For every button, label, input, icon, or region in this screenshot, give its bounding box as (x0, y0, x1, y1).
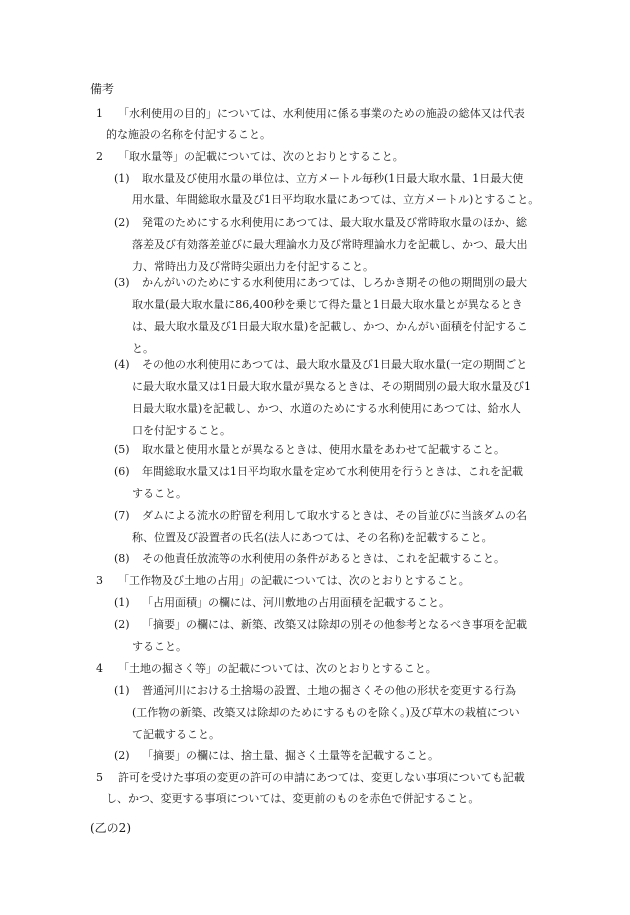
sub-item-line: (工作物の新築、改築又は除却のためにするものを除く。)及び草木の栽植につい (132, 706, 520, 719)
note-item-2-sub-6 (114, 461, 523, 505)
sub-item-line: て記載すること。 (132, 728, 220, 741)
note-item-4 (96, 658, 437, 679)
item-number: 1 (96, 107, 103, 120)
sub-item-line: すること。 (132, 487, 187, 500)
sub-item-line: 称、位置及び設置者の氏名(法人にあつては、その名称)を記載すること。 (132, 531, 493, 544)
sub-item-line: 日最大取水量)を記載し、かつ、水道のためにする水利使用にあつては、給水人 (132, 402, 521, 415)
sub-item-number: (1) (114, 684, 130, 697)
sub-item-line: 力、常時出力及び常時尖頭出力を付記すること。 (132, 260, 374, 273)
sub-item-line: 取水量(最大取水量に86,400秒を乗じて得た量と1日最大取水量とが異なるとき (132, 298, 523, 311)
item-number: 2 (96, 150, 103, 163)
sub-item-number: (2) (114, 618, 130, 631)
item-line: 「水利使用の目的」については、水利使用に係る事業のための施設の総体又は代表 (118, 107, 525, 120)
item-line: 許可を受けた事項の変更の許可の申請にあつては、変更しない事項についても記載 (118, 771, 525, 784)
sub-item-line: 取水量及び使用水量の単位は、立方メートル毎秒(1日最大取水量、1日最大使 (142, 172, 524, 185)
item-line: 「取水量等」の記載については、次のとおりとすること。 (118, 150, 404, 163)
sub-item-number: (8) (114, 552, 130, 565)
sub-item-line: 用水量、年間総取水量及び1日平均取水量にあつては、立方メートル)とすること。 (132, 193, 540, 206)
note-item-3 (96, 570, 470, 591)
sub-item-number: (5) (114, 443, 130, 456)
note-item-2 (96, 146, 404, 167)
sub-item-line: 「摘要」の欄には、新築、改築又は除却の別その他参考となるべき事項を記載 (142, 618, 527, 631)
note-item-3-sub-2 (114, 614, 527, 658)
form-section-label: (乙の2) (90, 821, 131, 835)
sub-item-line: に最大取水量又は1日最大取水量が異なるときは、その期間別の最大取水量及び1 (132, 380, 531, 393)
sub-item-line: と。 (132, 342, 154, 355)
sub-item-number: (1) (114, 172, 130, 185)
sub-item-line: ダムによる流水の貯留を利用して取水するときは、その旨並びに当該ダムの名 (142, 509, 527, 522)
sub-item-number: (6) (114, 465, 130, 478)
sub-item-line: 口を付記すること。 (132, 424, 231, 437)
note-item-2-sub-4 (114, 354, 531, 442)
sub-item-number: (2) (114, 216, 130, 229)
note-item-4-sub-2 (114, 745, 439, 766)
item-number: 3 (96, 574, 103, 587)
note-item-2-sub-3 (114, 272, 528, 360)
note-item-5 (96, 767, 525, 809)
note-item-2-sub-7 (114, 505, 527, 549)
sub-item-number: (1) (114, 596, 130, 609)
sub-item-line: 普通河川における土捨場の設置、土地の掘さくその他の形状を変更する行為 (142, 684, 516, 697)
sub-item-number: (2) (114, 749, 130, 762)
sub-item-line: かんがいのためにする水利使用にあつては、しろかき期その他の期間別の最大 (142, 276, 527, 289)
note-item-1 (96, 103, 526, 145)
note-item-4-sub-1 (114, 680, 520, 746)
item-line: 的な施設の名称を付記すること。 (106, 128, 271, 141)
note-item-3-sub-1 (114, 592, 450, 613)
sub-item-line: 「摘要」の欄には、捨土量、掘さく土量等を記載すること。 (142, 749, 439, 762)
item-number: 5 (96, 771, 103, 784)
sub-item-line: 落差及び有効落差並びに最大理論水力及び常時理論水力を記載し、かつ、最大出 (132, 238, 528, 251)
sub-item-number: (4) (114, 358, 130, 371)
sub-item-line: すること。 (132, 640, 187, 653)
sub-item-line: 発電のためにする水利使用にあつては、最大取水量及び常時取水量のほか、総 (142, 216, 527, 229)
item-line: 「土地の掘さく等」の記載については、次のとおりとすること。 (118, 662, 437, 675)
item-line: し、かつ、変更する事項については、変更前のものを赤色で併記すること。 (106, 792, 480, 805)
item-number: 4 (96, 662, 103, 675)
sub-item-line: その他の水利使用にあつては、最大取水量及び1日最大取水量(一定の期間ごと (142, 358, 528, 371)
note-item-2-sub-8 (114, 548, 505, 569)
note-item-2-sub-2 (114, 212, 528, 278)
note-item-2-sub-5 (114, 439, 505, 460)
item-line: 「工作物及び土地の占用」の記載については、次のとおりとすること。 (118, 574, 470, 587)
sub-item-line: その他責任放流等の水利使用の条件があるときは、これを記載すること。 (142, 552, 505, 565)
sub-item-line: 年間総取水量又は1日平均取水量を定めて水利使用を行うときは、これを記載 (142, 465, 523, 478)
sub-item-line: 取水量と使用水量とが異なるときは、使用水量をあわせて記載すること。 (142, 443, 505, 456)
sub-item-line: は、最大取水量及び1日最大取水量)を記載し、かつ、かんがい面積を付記するこ (132, 320, 528, 333)
sub-item-line: 「占用面積」の欄には、河川敷地の占用面積を記載すること。 (142, 596, 450, 609)
note-item-2-sub-1 (114, 168, 539, 210)
sub-item-number: (7) (114, 509, 130, 522)
sub-item-number: (3) (114, 276, 130, 289)
notes-heading: 備考 (90, 82, 115, 96)
